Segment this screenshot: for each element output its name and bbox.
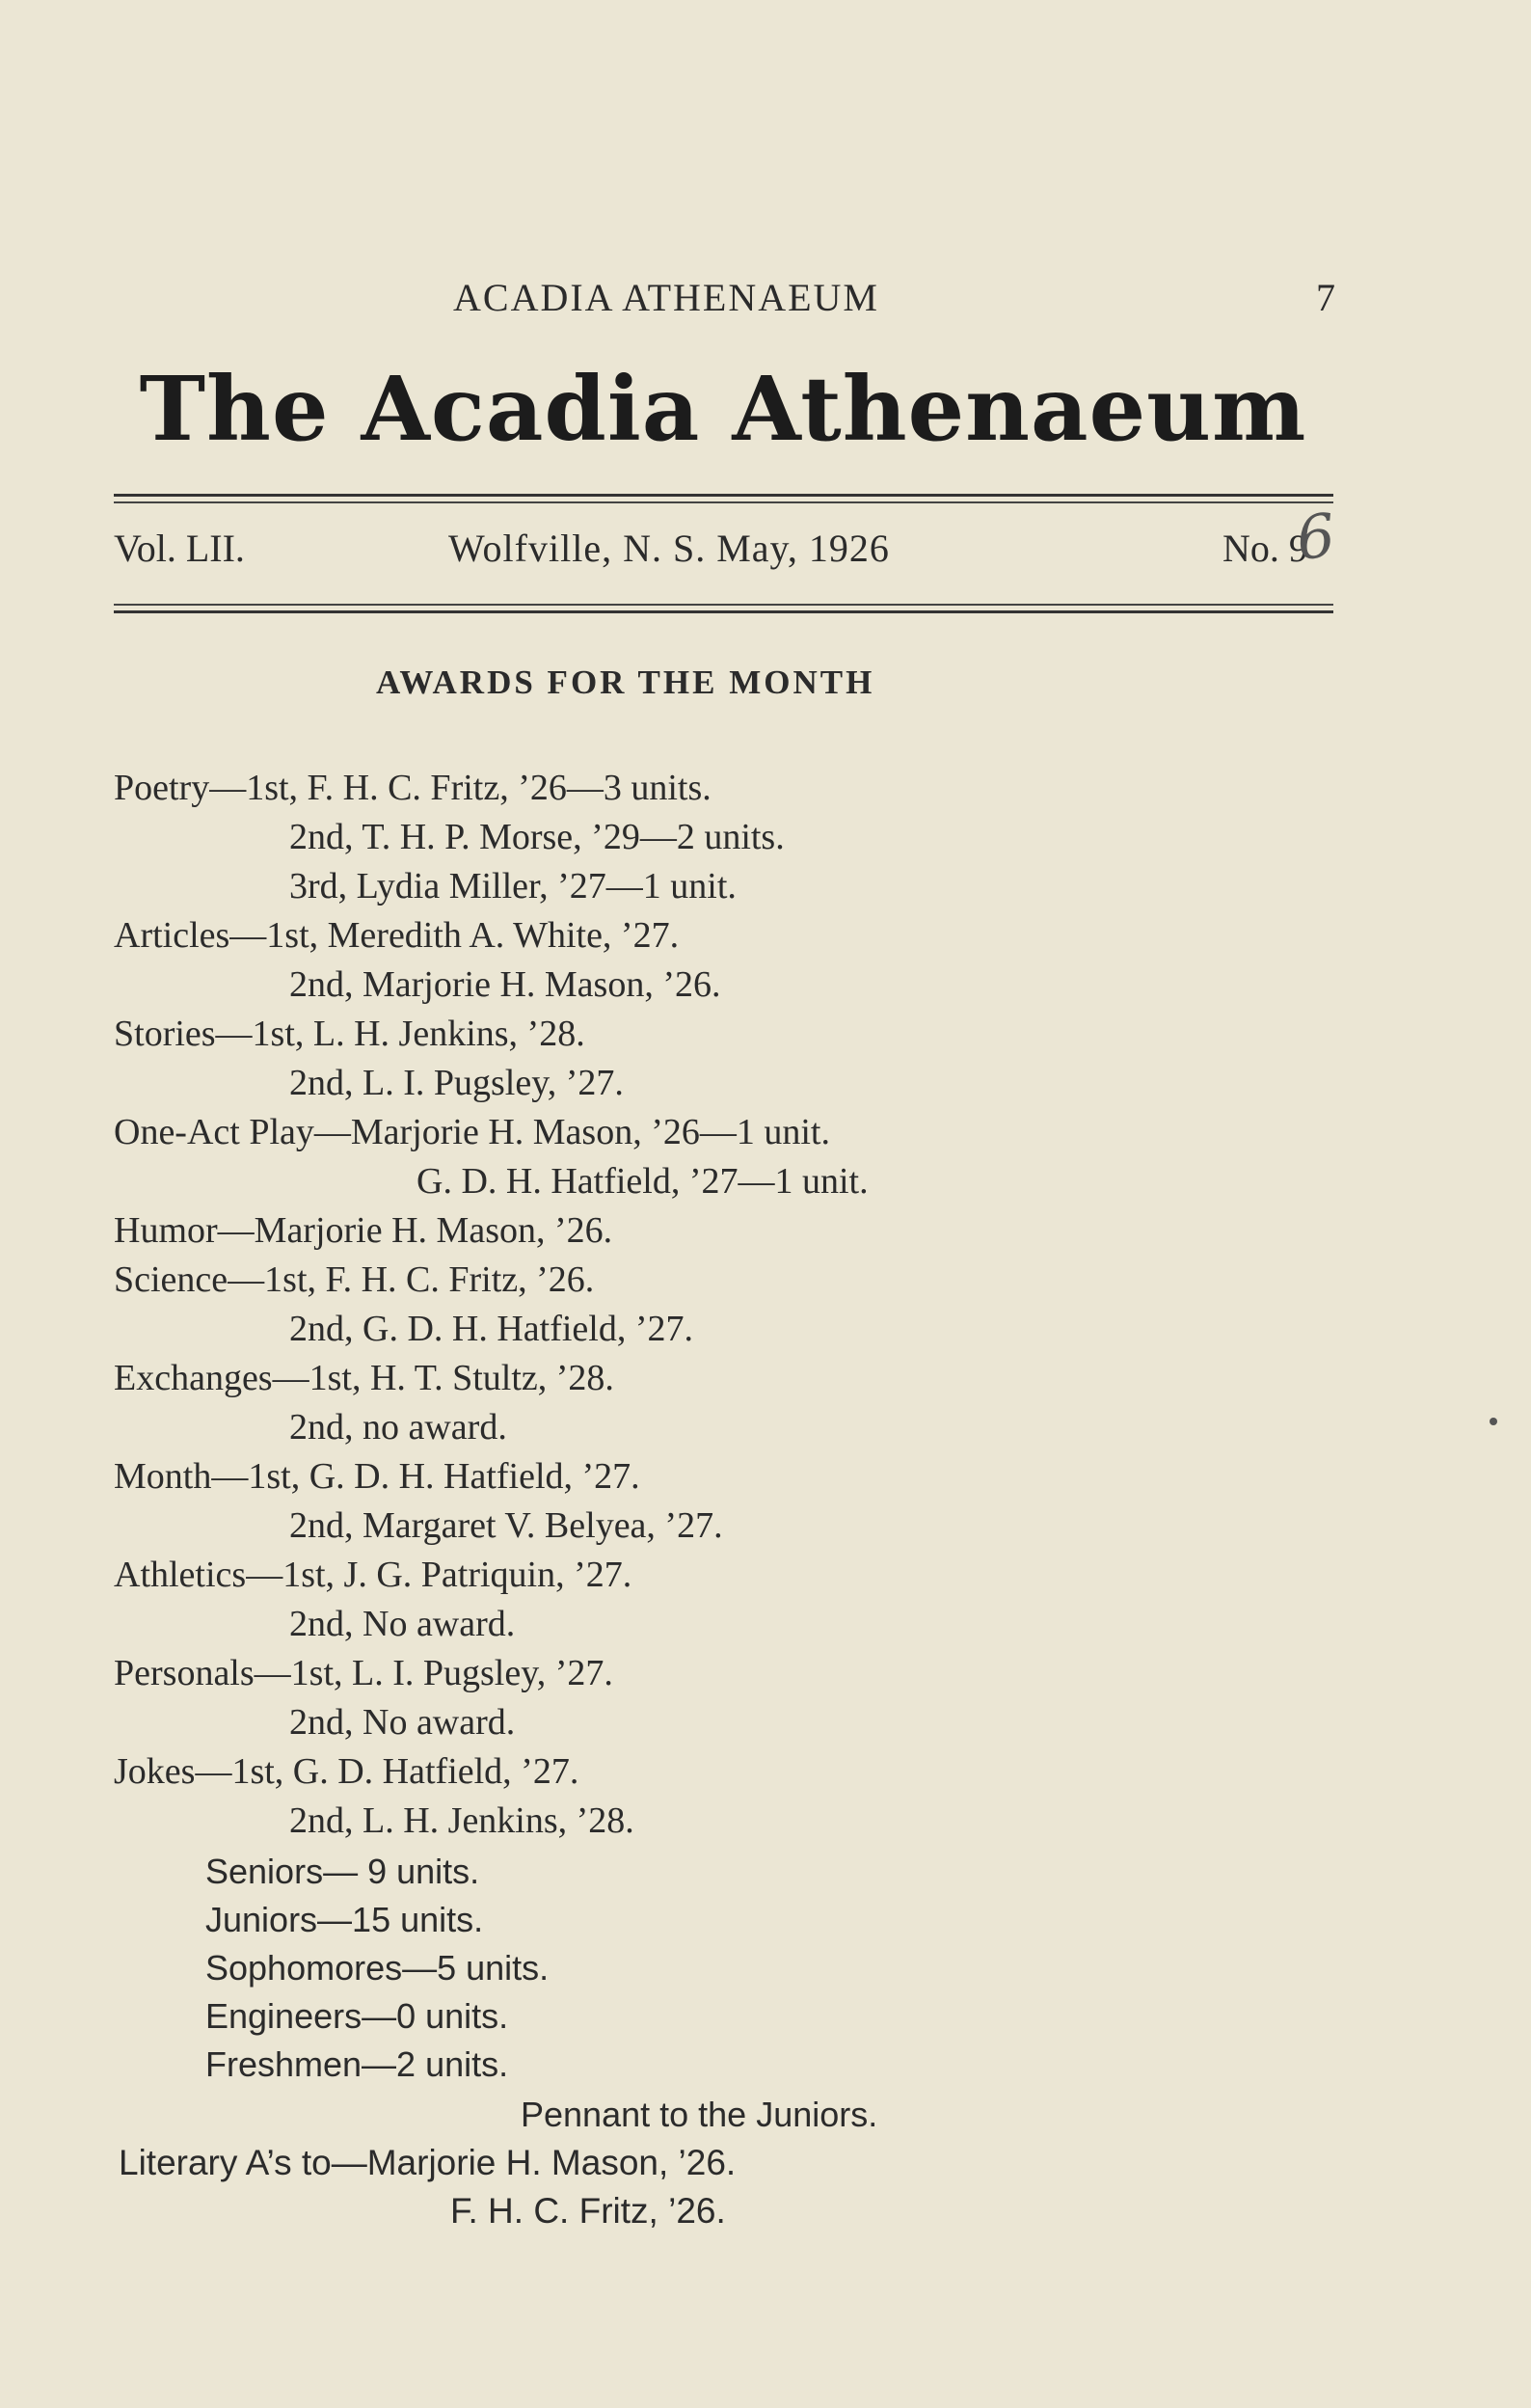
class-units-line: Sophomores—5 units. [205, 1948, 550, 1988]
issue-number: No. 9 [1222, 527, 1308, 570]
award-line: Articles—1st, Meredith A. White, ’27. [114, 915, 680, 956]
award-line: Personals—1st, L. I. Pugsley, ’27. [114, 1653, 613, 1693]
place-and-date: Wolfville, N. S. May, 1926 [448, 527, 890, 570]
award-line: G. D. H. Hatfield, ’27—1 unit. [416, 1161, 869, 1202]
page-number: 7 [1316, 276, 1335, 319]
award-line: 2nd, Margaret V. Belyea, ’27. [289, 1505, 723, 1546]
literary-awards-line: F. H. C. Fritz, ’26. [450, 2191, 726, 2231]
class-units-line: Engineers—0 units. [205, 1996, 509, 2036]
award-line: Jokes—1st, G. D. Hatfield, ’27. [114, 1751, 579, 1792]
award-line: 3rd, Lydia Miller, ’27—1 unit. [289, 866, 737, 906]
literary-awards-line: Literary A’s to—Marjorie H. Mason, ’26. [119, 2143, 737, 2182]
award-line: Month—1st, G. D. H. Hatfield, ’27. [114, 1456, 640, 1497]
masthead-rule-bottom-thin [114, 604, 1333, 606]
award-line: Humor—Marjorie H. Mason, ’26. [114, 1210, 613, 1251]
print-speck [1490, 1418, 1497, 1425]
class-units-line: Freshmen—2 units. [205, 2044, 509, 2084]
award-line: Stories—1st, L. H. Jenkins, ’28. [114, 1014, 585, 1054]
award-line: Exchanges—1st, H. T. Stultz, ’28. [114, 1358, 614, 1398]
award-line: 2nd, T. H. P. Morse, ’29—2 units. [289, 817, 785, 857]
class-units-line: Juniors—15 units. [205, 1900, 484, 1939]
award-line: 2nd, L. H. Jenkins, ’28. [289, 1800, 634, 1841]
award-line: Science—1st, F. H. C. Fritz, ’26. [114, 1259, 595, 1300]
award-line: 2nd, no award. [289, 1407, 507, 1448]
award-line: Athletics—1st, J. G. Patriquin, ’27. [114, 1555, 632, 1595]
award-line: 2nd, No award. [289, 1702, 516, 1743]
award-line: 2nd, Marjorie H. Mason, ’26. [289, 964, 721, 1005]
award-line: One-Act Play—Marjorie H. Mason, ’26—1 unit. [114, 1112, 830, 1152]
masthead-rule-top [114, 494, 1333, 497]
award-line: 2nd, G. D. H. Hatfield, ’27. [289, 1309, 693, 1349]
masthead-title: The Acadia Athenaeum [139, 357, 1307, 461]
masthead-rule-bottom [114, 610, 1333, 613]
award-line: Poetry—1st, F. H. C. Fritz, ’26—3 units. [114, 768, 712, 808]
pennant-line: Pennant to the Juniors. [521, 2095, 878, 2134]
handwritten-issue-correction: 6 [1293, 500, 1339, 574]
class-units-line: Seniors— 9 units. [205, 1852, 480, 1891]
volume-number: Vol. LII. [114, 527, 245, 570]
award-line: 2nd, L. I. Pugsley, ’27. [289, 1063, 624, 1103]
section-heading: AWARDS FOR THE MONTH [376, 663, 875, 701]
masthead-rule-top-thin [114, 501, 1333, 503]
running-title: ACADIA ATHENAEUM [453, 276, 879, 319]
award-line: 2nd, No award. [289, 1604, 516, 1644]
